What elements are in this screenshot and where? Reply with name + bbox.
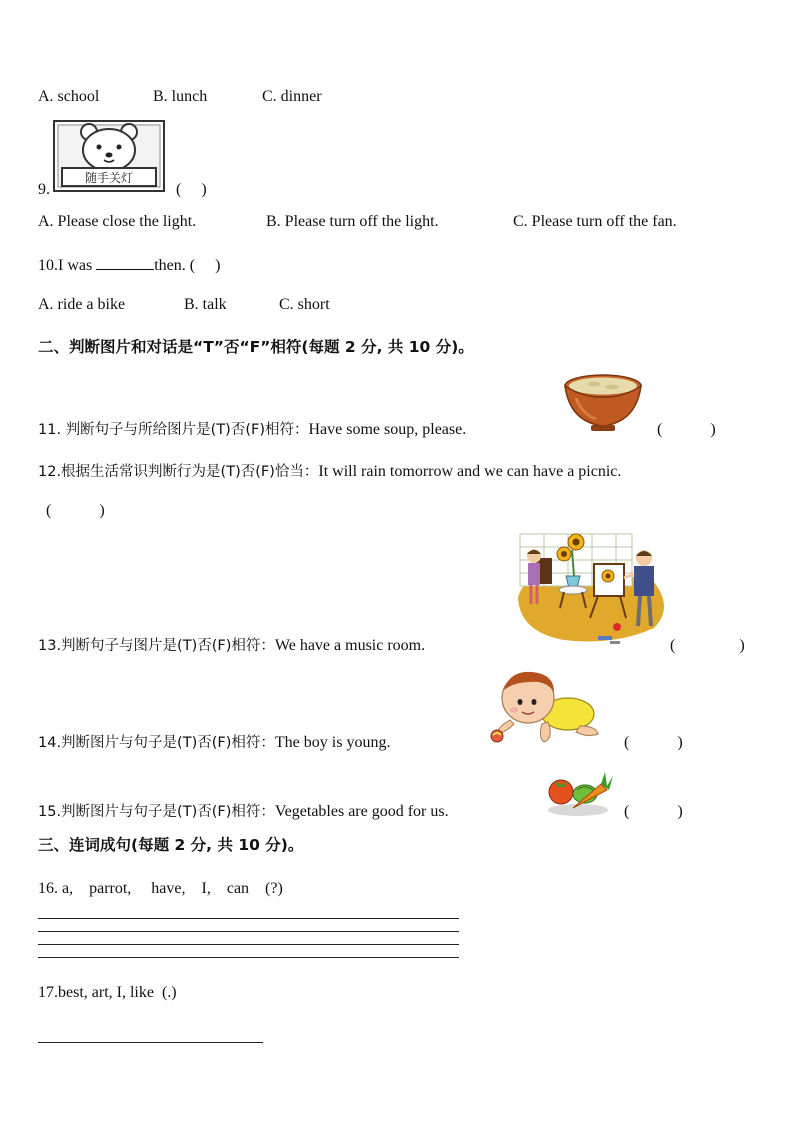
q11-answer-paren[interactable]: ( ) bbox=[657, 421, 716, 438]
q16-words: 16. a, parrot, have, I, can (?) bbox=[38, 880, 283, 897]
sign-text: 随手关灯 bbox=[84, 171, 134, 185]
q12-sentence: It will rain tomorrow and we can have a picnic. bbox=[318, 463, 622, 480]
q15-answer-paren[interactable]: ( ) bbox=[624, 803, 683, 820]
q15-sentence: Vegetables are good for us. bbox=[274, 803, 449, 820]
vegetables-icon bbox=[543, 764, 613, 818]
q16-answer-line-4[interactable] bbox=[38, 957, 459, 958]
q14-answer-paren[interactable]: ( ) bbox=[624, 734, 683, 751]
q13-instruction: 13.判断句子与图片是(T)否(F)相符： bbox=[38, 638, 275, 654]
q15-instruction: 15.判断图片与句子是(T)否(F)相符： bbox=[38, 804, 275, 820]
q16-answer-line-2[interactable] bbox=[38, 931, 459, 932]
q15-question bbox=[38, 802, 449, 822]
q8-option-b: B. lunch bbox=[153, 88, 208, 105]
q17-answer-line[interactable] bbox=[38, 1042, 263, 1043]
turn-off-light-sign-icon bbox=[53, 120, 165, 192]
art-room-picture-icon bbox=[514, 528, 672, 652]
q17-words: 17.best, art, I, like (.) bbox=[38, 984, 177, 1001]
q13-question bbox=[38, 636, 425, 656]
soup-bowl-icon bbox=[562, 374, 644, 436]
section-2-title: 二、判断图片和对话是“T”否“F”相符(每题 2 分, 共 10 分)。 bbox=[38, 338, 474, 356]
q10-option-a: A. ride a bike bbox=[38, 296, 126, 313]
q8-option-c: C. dinner bbox=[262, 88, 322, 105]
q11-sentence: Have some soup, please. bbox=[308, 421, 467, 438]
q10-option-c: C. short bbox=[279, 296, 330, 313]
q9-number: 9. bbox=[38, 181, 50, 198]
q12-answer-paren[interactable]: ( ) bbox=[46, 502, 105, 519]
q14-sentence: The boy is young. bbox=[274, 734, 391, 751]
q16-answer-line-1[interactable] bbox=[38, 918, 459, 919]
q11-question bbox=[38, 420, 466, 440]
q12-question bbox=[38, 462, 621, 482]
q14-question bbox=[38, 733, 390, 753]
q9-option-c: C. Please turn off the fan. bbox=[513, 213, 677, 230]
q9-answer-paren[interactable]: ( ) bbox=[176, 181, 207, 198]
q10-stem bbox=[38, 255, 220, 276]
q11-instruction: 11. 判断句子与所给图片是(T)否(F)相符： bbox=[38, 422, 309, 438]
q10-prefix: 10.I was bbox=[38, 257, 93, 274]
q13-sentence: We have a music room. bbox=[274, 637, 426, 654]
q9-option-b: B. Please turn off the light. bbox=[266, 213, 439, 230]
q9-option-a: A. Please close the light. bbox=[38, 213, 197, 230]
q10-suffix: then. ( ) bbox=[154, 257, 221, 274]
q10-option-b: B. talk bbox=[184, 296, 227, 313]
q14-instruction: 14.判断图片与句子是(T)否(F)相符： bbox=[38, 735, 275, 751]
section-3-title: 三、连词成句(每题 2 分, 共 10 分)。 bbox=[38, 836, 304, 854]
q16-answer-line-3[interactable] bbox=[38, 944, 459, 945]
q13-answer-paren[interactable]: ( ) bbox=[670, 637, 745, 654]
crawling-baby-icon bbox=[484, 668, 604, 752]
q12-instruction: 12.根据生活常识判断行为是(T)否(F)恰当： bbox=[38, 464, 319, 480]
q8-option-a: A. school bbox=[38, 88, 100, 105]
q10-blank[interactable] bbox=[96, 255, 154, 270]
